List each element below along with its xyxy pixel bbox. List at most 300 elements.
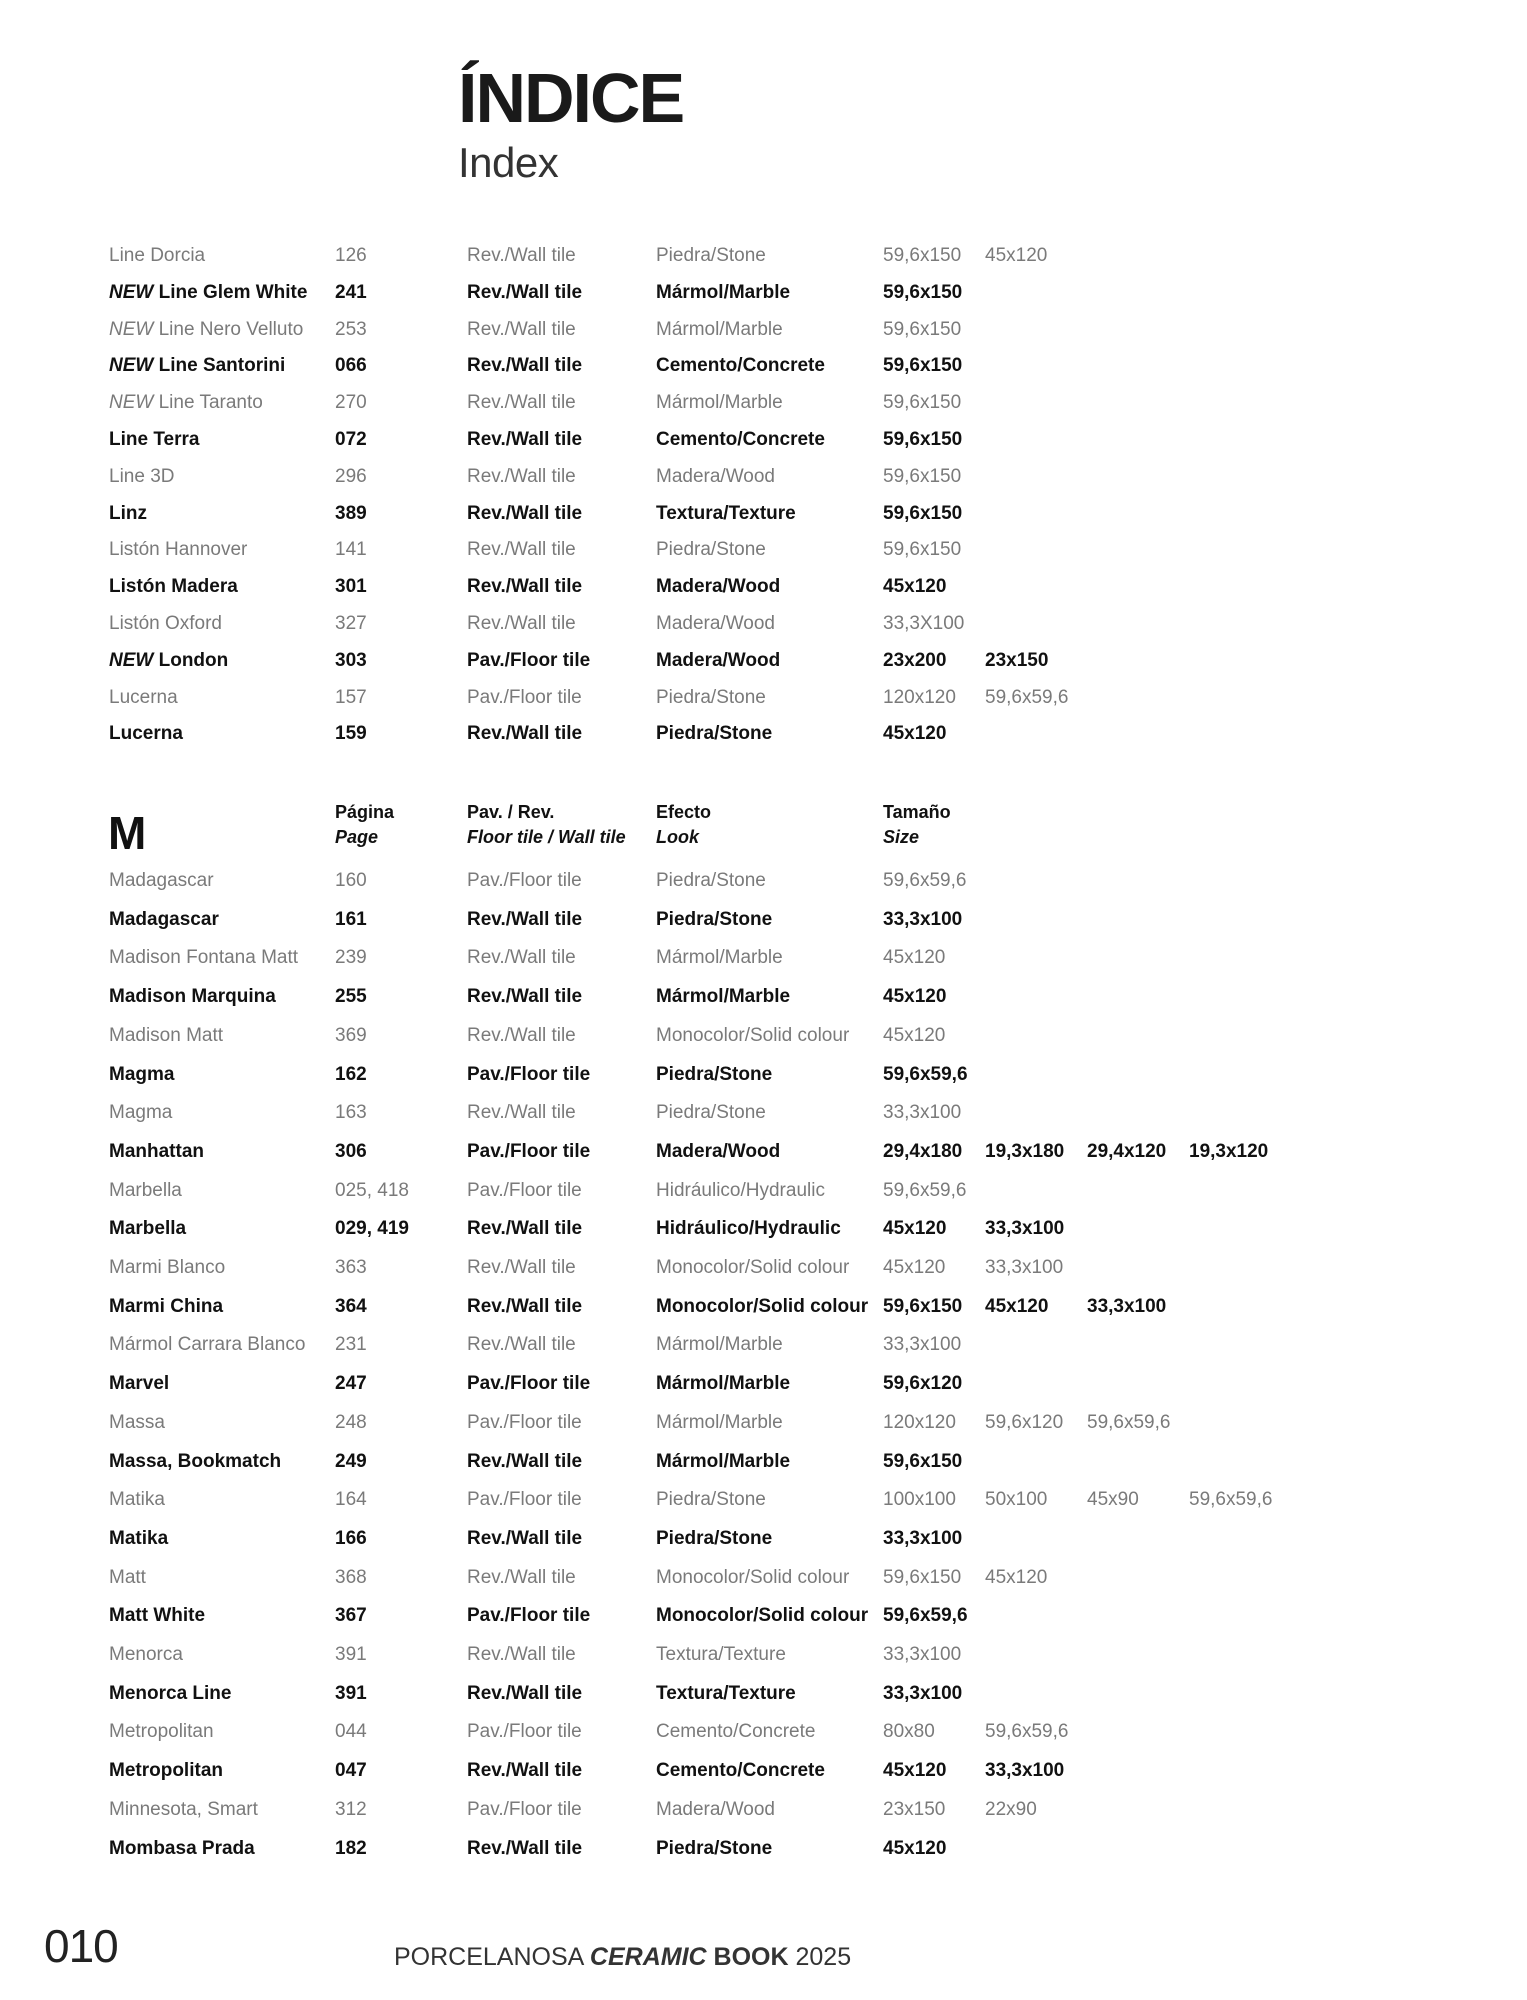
tile-type-cell: Rev./Wall tile: [467, 1566, 576, 1588]
product-name: [109, 1408, 165, 1438]
product-name-text: Lucerna: [109, 723, 183, 745]
size-cell: 33,3x100: [1087, 1295, 1167, 1317]
product-name: [109, 1640, 183, 1670]
product-name: [109, 425, 199, 455]
table-row: [0, 388, 1527, 418]
tile-type-cell: Rev./Wall tile: [467, 245, 576, 266]
size-cell: 45x120: [883, 1218, 947, 1240]
size-cell: 22x90: [985, 1798, 1037, 1820]
look-cell: Monocolor/Solid colour: [656, 1566, 850, 1588]
product-name: [109, 646, 228, 676]
product-name-text: Minnesota, Smart: [109, 1798, 258, 1820]
tile-type-cell: Rev./Wall tile: [467, 947, 576, 969]
product-name: [109, 278, 307, 308]
page-number-cell: 296: [335, 465, 367, 487]
product-name-text: Menorca: [109, 1644, 183, 1665]
look-cell: Monocolor/Solid colour: [656, 1295, 869, 1317]
table-row: [0, 1137, 1527, 1167]
table-row: [0, 425, 1527, 455]
page-number-cell: 368: [335, 1566, 367, 1588]
tile-type-cell: Pav./Floor tile: [467, 1063, 591, 1085]
look-cell: Mármol/Marble: [656, 392, 783, 414]
size-cell: 59,6x150: [883, 245, 962, 266]
product-name-text: Line Dorcia: [109, 245, 206, 266]
product-name-text: Metropolitan: [109, 1721, 214, 1743]
table-row: [0, 1214, 1527, 1244]
table-row: [0, 351, 1527, 381]
page-number-cell: 141: [335, 539, 367, 561]
page-number-cell: 231: [335, 1334, 367, 1356]
product-name-text: Mombasa Prada: [109, 1837, 255, 1859]
product-name: [109, 1369, 169, 1399]
page-number: 010: [44, 1920, 118, 1972]
size-cell: 59,6x59,6: [883, 1605, 968, 1627]
table-row: [0, 646, 1527, 676]
table-row: [0, 1717, 1527, 1747]
look-cell: Textura/Texture: [656, 502, 796, 524]
look-cell: Mármol/Marble: [656, 1373, 791, 1395]
size-cell: 59,6x59,6: [985, 686, 1069, 708]
tile-type-cell: Rev./Wall tile: [467, 1450, 583, 1472]
page-number-cell: 163: [335, 1102, 367, 1124]
look-cell: Mármol/Marble: [656, 318, 783, 340]
look-cell: Madera/Wood: [656, 1798, 775, 1820]
product-name-text: Magma: [109, 1102, 173, 1124]
new-badge: NEW: [109, 392, 154, 414]
table-row: [0, 1098, 1527, 1128]
size-cell: 29,4x120: [1087, 1140, 1167, 1162]
size-cell: 45x120: [883, 1760, 947, 1782]
size-cell: 50x100: [985, 1489, 1048, 1511]
size-cell: 45x120: [985, 245, 1048, 266]
page-number-cell: 391: [335, 1644, 367, 1665]
product-name-text: Mármol Carrara Blanco: [109, 1334, 306, 1356]
look-cell: Piedra/Stone: [656, 723, 773, 745]
page-subtitle: Index: [458, 139, 559, 186]
page-number-cell: 253: [335, 318, 367, 340]
tile-type-cell: Rev./Wall tile: [467, 1837, 583, 1859]
look-cell: Cemento/Concrete: [656, 355, 825, 377]
tile-type-cell: Pav./Floor tile: [467, 686, 582, 708]
size-cell: 59,6x150: [883, 465, 962, 487]
page-number-cell: 157: [335, 686, 367, 708]
size-cell: 59,6x59,6: [883, 870, 967, 891]
page-number-cell: 301: [335, 576, 367, 598]
table-row: [0, 683, 1527, 713]
new-badge: NEW: [109, 318, 154, 340]
table-row: [0, 1640, 1527, 1670]
table-row: [0, 905, 1527, 935]
product-name-text: Madison Matt: [109, 1024, 224, 1046]
look-cell: Madera/Wood: [656, 649, 781, 671]
page-header: [458, 58, 683, 188]
table-row: [0, 1601, 1527, 1631]
size-cell: 59,6x150: [883, 1295, 963, 1317]
table-row: [0, 1834, 1527, 1864]
product-name: [109, 351, 285, 381]
page-number-cell: 066: [335, 355, 367, 377]
size-cell: 45x90: [1087, 1489, 1139, 1511]
tile-type-cell: Rev./Wall tile: [467, 465, 576, 487]
product-name: [109, 719, 183, 749]
tile-type-cell: Rev./Wall tile: [467, 502, 583, 524]
product-name-text: Magma: [109, 1063, 175, 1085]
tile-type-cell: Rev./Wall tile: [467, 1527, 583, 1549]
product-name-text: Line Nero Velluto: [153, 318, 304, 340]
product-name: [109, 982, 276, 1012]
page-number-cell: 369: [335, 1024, 367, 1046]
size-cell: 59,6x150: [883, 318, 962, 340]
table-row: [0, 572, 1527, 602]
column-header-look: Efecto Look: [656, 802, 712, 847]
tile-type-cell: Rev./Wall tile: [467, 281, 583, 303]
size-cell: 59,6x59,6: [883, 1179, 967, 1201]
size-cell: 45x120: [883, 1024, 946, 1046]
product-name-text: Madagascar: [109, 908, 219, 930]
look-cell: Madera/Wood: [656, 576, 781, 598]
column-header-type: Pav. / Rev. Floor tile / Wall tile: [467, 802, 626, 847]
product-name-text: Listón Madera: [109, 576, 238, 598]
size-cell: 59,6x150: [883, 539, 962, 561]
product-name: [109, 315, 303, 345]
size-cell: 45x120: [883, 723, 947, 745]
tile-type-cell: Pav./Floor tile: [467, 1179, 582, 1201]
page-number-cell: 364: [335, 1295, 367, 1317]
product-name-text: Lucerna: [109, 686, 178, 708]
product-name-text: Line Santorini: [153, 355, 286, 377]
product-name: [109, 1176, 182, 1206]
look-cell: Hidráulico/Hydraulic: [656, 1179, 825, 1201]
size-cell: 45x120: [883, 947, 946, 969]
look-cell: Piedra/Stone: [656, 1102, 766, 1124]
tile-type-cell: Rev./Wall tile: [467, 429, 583, 450]
size-cell: 33,3x100: [985, 1218, 1065, 1240]
size-cell: 33,3x100: [985, 1760, 1065, 1782]
look-cell: Mármol/Marble: [656, 1411, 783, 1433]
product-name: [109, 1601, 205, 1631]
size-cell: 45x120: [883, 576, 947, 598]
product-name: [109, 1485, 165, 1515]
look-cell: Monocolor/Solid colour: [656, 1024, 850, 1046]
page-number-cell: 029, 419: [335, 1218, 409, 1240]
page-number-cell: 249: [335, 1450, 367, 1472]
column-header-size: Tamaño Size: [883, 802, 951, 847]
table-row: [0, 1679, 1527, 1709]
product-name-text: Matika: [109, 1527, 169, 1549]
tile-type-cell: Rev./Wall tile: [467, 1102, 576, 1124]
size-cell: 19,3x120: [1189, 1140, 1269, 1162]
look-cell: Cemento/Concrete: [656, 1760, 825, 1782]
table-row: [0, 1795, 1527, 1825]
page-number-cell: 241: [335, 281, 367, 303]
product-name-text: Line Terra: [109, 429, 200, 450]
table-row: [0, 982, 1527, 1012]
product-name: [109, 1060, 174, 1090]
table-row: [0, 1408, 1527, 1438]
page-number-cell: 164: [335, 1489, 367, 1511]
page-number-cell: 389: [335, 502, 367, 524]
new-badge: NEW: [109, 649, 154, 671]
page-number-cell: 367: [335, 1605, 367, 1627]
tile-type-cell: Rev./Wall tile: [467, 986, 583, 1008]
look-cell: Piedra/Stone: [656, 908, 773, 930]
look-cell: Mármol/Marble: [656, 1450, 791, 1472]
size-cell: 45x120: [883, 986, 947, 1008]
column-header-page: Página Page: [335, 802, 395, 847]
table-row: [0, 1292, 1527, 1322]
table-row: [0, 462, 1527, 492]
product-name: [109, 388, 263, 418]
size-cell: 45x120: [883, 1837, 947, 1859]
product-name: [109, 1292, 223, 1322]
table-row: [0, 499, 1527, 529]
page-number-cell: 166: [335, 1527, 367, 1549]
size-cell: 59,6x150: [883, 281, 963, 303]
product-name-text: Line Glem White: [153, 281, 308, 303]
look-cell: Mármol/Marble: [656, 1334, 783, 1356]
tile-type-cell: Rev./Wall tile: [467, 908, 583, 930]
page-number-cell: 255: [335, 986, 367, 1008]
product-name-text: Metropolitan: [109, 1760, 223, 1782]
page-number-cell: 044: [335, 1721, 367, 1743]
footer-brand: PORCELANOSA CERAMIC BOOK 2025: [394, 1943, 852, 1971]
product-name: [109, 943, 298, 973]
size-cell: 59,6x150: [883, 1566, 962, 1588]
size-cell: 33,3x100: [883, 1527, 963, 1549]
product-name: [109, 1098, 172, 1128]
look-cell: Monocolor/Solid colour: [656, 1605, 869, 1627]
look-cell: Piedra/Stone: [656, 1489, 766, 1511]
product-name-text: Marbella: [109, 1179, 182, 1201]
new-badge: NEW: [109, 355, 154, 377]
table-row: [0, 1330, 1527, 1360]
size-cell: 100x100: [883, 1489, 956, 1511]
product-name: [109, 1021, 223, 1051]
tile-type-cell: Rev./Wall tile: [467, 1334, 576, 1356]
tile-type-cell: Pav./Floor tile: [467, 1721, 582, 1743]
product-name-text: Listón Hannover: [109, 539, 248, 561]
look-cell: Madera/Wood: [656, 1140, 781, 1162]
tile-type-cell: Rev./Wall tile: [467, 613, 576, 634]
product-name-text: Madison Marquina: [109, 986, 276, 1008]
product-name: [109, 241, 205, 271]
size-cell: 33,3X100: [883, 613, 965, 634]
size-cell: 33,3x100: [883, 1644, 962, 1665]
look-cell: Piedra/Stone: [656, 1527, 773, 1549]
page-number-cell: 391: [335, 1682, 367, 1704]
tile-type-cell: Rev./Wall tile: [467, 318, 576, 340]
product-name-text: Massa: [109, 1411, 165, 1433]
product-name: [109, 1756, 223, 1786]
product-name-text: Manhattan: [109, 1140, 204, 1162]
size-cell: 45x120: [985, 1566, 1048, 1588]
look-cell: Piedra/Stone: [656, 686, 766, 708]
product-name: [109, 535, 247, 565]
tile-type-cell: Rev./Wall tile: [467, 1682, 583, 1704]
page-number-cell: 363: [335, 1257, 367, 1278]
page-number-cell: 160: [335, 870, 367, 891]
look-cell: Mármol/Marble: [656, 986, 791, 1008]
product-name: [109, 499, 147, 529]
product-name: [109, 905, 219, 935]
size-cell: 59,6x150: [883, 355, 963, 377]
page-number-cell: 126: [335, 245, 367, 266]
page-number-cell: 247: [335, 1373, 367, 1395]
tile-type-cell: Rev./Wall tile: [467, 1024, 576, 1046]
size-cell: 59,6x59,6: [883, 1063, 968, 1085]
product-name: [109, 1717, 214, 1747]
page-number-cell: 312: [335, 1798, 367, 1820]
table-row: [0, 1447, 1527, 1477]
size-cell: 33,3x100: [883, 908, 963, 930]
product-name-text: Marvel: [109, 1373, 170, 1395]
size-cell: 59,6x120: [985, 1411, 1064, 1433]
tile-type-cell: Rev./Wall tile: [467, 1295, 583, 1317]
table-row: [0, 1524, 1527, 1554]
size-cell: 45x120: [883, 1257, 946, 1278]
look-cell: Piedra/Stone: [656, 245, 766, 266]
product-name-text: Massa, Bookmatch: [109, 1450, 282, 1472]
table-row: [0, 315, 1527, 345]
product-name: [109, 683, 178, 713]
tile-type-cell: Pav./Floor tile: [467, 1605, 591, 1627]
product-name-text: Menorca Line: [109, 1682, 232, 1704]
size-cell: 23x150: [985, 649, 1049, 671]
table-row: [0, 1756, 1527, 1786]
table-row: [0, 1563, 1527, 1593]
page-title: ÍNDICE: [458, 59, 684, 137]
tile-type-cell: Rev./Wall tile: [467, 1760, 583, 1782]
size-cell: 19,3x180: [985, 1140, 1065, 1162]
size-cell: 33,3x100: [883, 1334, 962, 1356]
look-cell: Cemento/Concrete: [656, 429, 825, 450]
tile-type-cell: Rev./Wall tile: [467, 723, 583, 745]
page-number-cell: 306: [335, 1140, 367, 1162]
look-cell: Textura/Texture: [656, 1682, 796, 1704]
size-cell: 59,6x150: [883, 502, 963, 524]
product-name-text: Marmi Blanco: [109, 1257, 226, 1278]
look-cell: Mármol/Marble: [656, 947, 783, 969]
page-number-cell: 159: [335, 723, 367, 745]
look-cell: Hidráulico/Hydraulic: [656, 1218, 841, 1240]
page-number-cell: 072: [335, 429, 367, 450]
page-number-cell: 182: [335, 1837, 367, 1859]
tile-type-cell: Pav./Floor tile: [467, 870, 582, 891]
look-cell: Piedra/Stone: [656, 1063, 773, 1085]
page-number-cell: 270: [335, 392, 367, 414]
size-cell: 120x120: [883, 686, 956, 708]
table-row: [0, 1369, 1527, 1399]
tile-type-cell: Rev./Wall tile: [467, 1257, 576, 1278]
product-name-text: Listón Oxford: [109, 613, 222, 634]
product-name: [109, 1795, 258, 1825]
product-name: [109, 572, 238, 602]
size-cell: 80x80: [883, 1721, 935, 1743]
product-name-text: London: [153, 649, 229, 671]
page-number-cell: 248: [335, 1411, 367, 1433]
section-letter: M: [108, 807, 147, 859]
table-row: [0, 1485, 1527, 1515]
table-row: [0, 278, 1527, 308]
page-number-cell: 327: [335, 613, 367, 634]
look-cell: Textura/Texture: [656, 1644, 786, 1665]
product-name: [109, 1447, 281, 1477]
product-name: [109, 1253, 225, 1283]
size-cell: 59,6x59,6: [985, 1721, 1069, 1743]
tile-type-cell: Rev./Wall tile: [467, 1218, 583, 1240]
tile-type-cell: Pav./Floor tile: [467, 1373, 591, 1395]
product-name: [109, 609, 222, 639]
size-cell: 120x120: [883, 1411, 956, 1433]
look-cell: Mármol/Marble: [656, 281, 791, 303]
product-name: [109, 1214, 186, 1244]
product-name: [109, 1563, 146, 1593]
look-cell: Madera/Wood: [656, 613, 775, 634]
table-row: [0, 1060, 1527, 1090]
size-cell: 59,6x120: [883, 1373, 963, 1395]
look-cell: Piedra/Stone: [656, 870, 766, 891]
tile-type-cell: Pav./Floor tile: [467, 649, 591, 671]
look-cell: Piedra/Stone: [656, 1837, 773, 1859]
size-cell: 45x120: [985, 1295, 1049, 1317]
product-name-text: Madison Fontana Matt: [109, 947, 299, 969]
size-cell: 33,3x100: [883, 1682, 963, 1704]
size-cell: 23x150: [883, 1798, 946, 1820]
tile-type-cell: Pav./Floor tile: [467, 1798, 582, 1820]
table-row: [0, 609, 1527, 639]
product-name: [109, 1524, 168, 1554]
look-cell: Monocolor/Solid colour: [656, 1257, 850, 1278]
product-name-text: Line Taranto: [153, 392, 263, 414]
product-name-text: Matika: [109, 1489, 165, 1511]
tile-type-cell: Rev./Wall tile: [467, 355, 583, 377]
page-number-cell: 047: [335, 1760, 367, 1782]
tile-type-cell: Pav./Floor tile: [467, 1489, 582, 1511]
table-row: [0, 719, 1527, 749]
tile-type-cell: Rev./Wall tile: [467, 576, 583, 598]
product-name-text: Marbella: [109, 1218, 187, 1240]
size-cell: 29,4x180: [883, 1140, 963, 1162]
look-cell: Cemento/Concrete: [656, 1721, 816, 1743]
product-name: [109, 1679, 231, 1709]
tile-type-cell: Pav./Floor tile: [467, 1140, 591, 1162]
product-name-text: Marmi China: [109, 1295, 224, 1317]
product-name-text: Madagascar: [109, 870, 214, 891]
table-row: [0, 1176, 1527, 1206]
page-number-cell: 162: [335, 1063, 367, 1085]
size-cell: 59,6x59,6: [1087, 1411, 1171, 1433]
product-name: [109, 1330, 305, 1360]
size-cell: 23x200: [883, 649, 947, 671]
tile-type-cell: Rev./Wall tile: [467, 392, 576, 414]
look-cell: Madera/Wood: [656, 465, 775, 487]
new-badge: NEW: [109, 281, 154, 303]
page-number-cell: 025, 418: [335, 1179, 409, 1201]
table-row: [0, 1021, 1527, 1051]
size-cell: 59,6x150: [883, 1450, 963, 1472]
product-name: [109, 866, 214, 896]
page-number-cell: 303: [335, 649, 367, 671]
table-row: [0, 866, 1527, 896]
product-name: [109, 1137, 204, 1167]
look-cell: Piedra/Stone: [656, 539, 766, 561]
table-row: [0, 241, 1527, 271]
product-name-text: Linz: [109, 502, 147, 524]
size-cell: 59,6x150: [883, 429, 963, 450]
table-row: [0, 943, 1527, 973]
tile-type-cell: Pav./Floor tile: [467, 1411, 582, 1433]
product-name-text: Matt White: [109, 1605, 206, 1627]
